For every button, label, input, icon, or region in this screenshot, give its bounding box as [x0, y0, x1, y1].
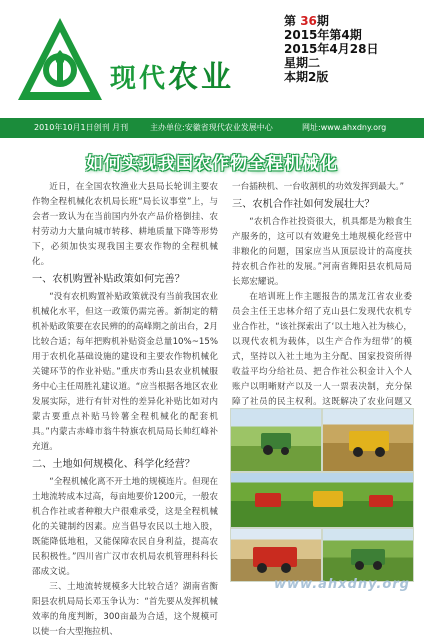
- section-heading: 三、农机合作社如何发展壮大？: [232, 199, 375, 210]
- issue-prefix: 第: [284, 14, 297, 28]
- masthead-brand: [110, 52, 234, 96]
- watermark-text: www.ahxdny.org: [274, 577, 410, 592]
- issue-no: 36: [300, 14, 317, 28]
- paragraph: 一台插秧机、一台收割机的功效发挥到最大。”: [232, 182, 405, 192]
- paragraph: 近日，在全国农牧渔业大县局长轮训主要农作物全程机械化农机局长班“局长议事堂”上，与会者一致认为在当前国内外农产品价格倒挂、农村劳动力大量向城市转移、耕地质量下降等形势下，必须加快实现我国主要农作物的全程机械化。: [32, 182, 218, 267]
- issue-info: [284, 14, 396, 84]
- issue-pages: [284, 70, 396, 84]
- article-title: 如何实现我国农作物全程机械化: [86, 154, 338, 174]
- brand-text-modern: 现代: [110, 64, 169, 94]
- year-issue: 2015年第4期: [284, 28, 362, 42]
- website-link[interactable]: 网址:www.ahxdny.org: [302, 123, 387, 132]
- field-machinery-photo: [230, 472, 414, 528]
- paragraph: 三、土地流转规模多大比较合适？湖南省衡阳县农机局局长邓玉争认为：“首先要从发挥机械效率的角度判断，300亩最为合适，这个规模可以使一台大型拖拉机、: [32, 582, 218, 637]
- issue-date: 2015年4月28日: [284, 42, 379, 56]
- paragraph: 在培训班上作主题报告的黑龙江省农业委员会主任王忠林介绍了克山县仁发现代农机专业合作社，“该社探索出了‘以土地入社为核心，以现代农机为载体，以生产合作为纽带’的模式，坚持以入社土地为主分配、国家投资所得收益平均分给社员、把合作社公积金计入个人账户以明晰财产以及一人一票表决制，充分保障了社员的民主权利。这既解决了农业问题又: [232, 292, 412, 407]
- pages-prefix: 本期: [284, 70, 309, 84]
- founded-text: 2010年10月1日创刊 月刊: [34, 123, 129, 132]
- tractor-photo: [230, 408, 322, 472]
- issue-number: [284, 14, 396, 28]
- paragraph: “没有农机购置补贴政策就没有当前我国农业机械化水平，但这一政策仍需完善。新制定的精机补贴政策要在农民辨的的高峰期之前出台，2月比较合适；每年把购机补贴资金总量10%~15%用于农机化基础设施的建设和主要农作物机械化关键环节的作业补贴。”重庆市秀山县农业机械服务中心主任周胜礼建议道。“应当根据各地区农业发展实际，进行有针对性的差异化补贴比如对内蒙古要重点补贴马铃薯全程机械化的配套机具。”内蒙古赤峰市翁牛特旗农机局局长帅红峰补充道。: [32, 292, 218, 452]
- issue-suffix: 期: [316, 14, 329, 28]
- info-banner: [0, 118, 424, 138]
- sponsor-text: 主办单位:安徽省现代农业发展中心: [150, 123, 273, 132]
- agriculture-logo-icon: [14, 14, 106, 106]
- paragraph: “农机合作社投资很大，机具都是为粮食生产服务的，这可以有效避免土地规模化经营中非粮化的问题，国家应当从顶层设计的高度扶持农机合作社的发展。”河南省舞阳县农机局局长郑宏耀说。: [232, 217, 412, 287]
- photo-collage: [230, 408, 412, 580]
- paragraph: “全程机械化离不开土地的规模连片。但现在土地流转成本过高，每亩地要价1200元，一般农机合作社或者种粮大户很难承受，这是全程机械化的关键制约因素。应当倡导农民以土地入股，既能降低地租，又能保障农民自身利益，提高农民积极性。”四川省广汉市农机局农机管理科科长邵成文说。: [32, 477, 218, 577]
- grain-harvest-photo: [230, 528, 322, 582]
- article-left-column: [32, 180, 218, 637]
- pages-no: 2: [308, 70, 317, 84]
- brand-text-agriculture: 农业: [168, 60, 235, 95]
- pages-suffix: 版: [316, 70, 329, 84]
- section-heading: 二、土地如何规模化、科学化经营？: [32, 459, 195, 470]
- harvester-photo: [322, 408, 414, 472]
- issue-weekday: 星期二: [284, 56, 321, 70]
- section-heading: 一、农机购置补贴政策如何完善？: [32, 274, 185, 285]
- rice-planting-photo: [322, 528, 414, 582]
